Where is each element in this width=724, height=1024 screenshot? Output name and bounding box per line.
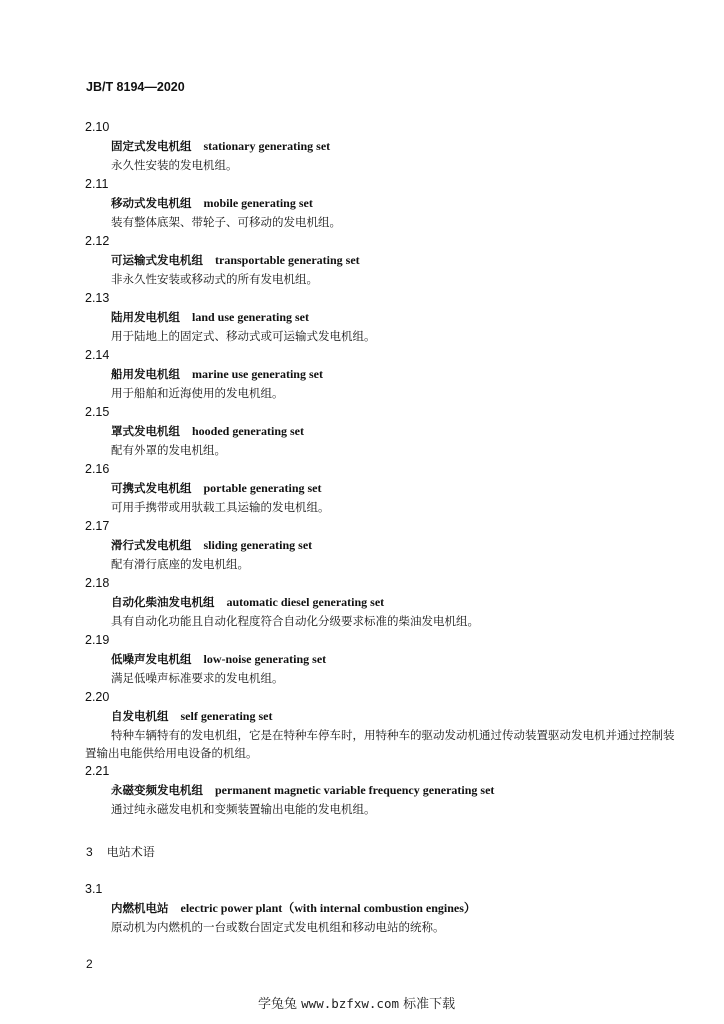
term-entry — [85, 232, 675, 289]
term-number: 2.18 — [85, 576, 110, 590]
term-english: portable generating set — [203, 481, 322, 495]
term-heading — [85, 422, 675, 441]
term-english: transportable generating set — [215, 253, 360, 267]
term-entry — [85, 460, 675, 517]
document-header: JB/T 8194—2020 — [86, 80, 185, 94]
term-english: permanent magnetic variable frequency generating set — [215, 783, 495, 797]
page-number: 2 — [86, 957, 93, 971]
term-definition: 配有滑行底座的发电机组。 — [111, 557, 249, 571]
term-english: land use generating set — [192, 310, 309, 324]
term-entry — [85, 688, 675, 762]
term-english: low-noise generating set — [203, 652, 327, 666]
term-heading — [85, 479, 675, 498]
term-heading — [85, 707, 675, 726]
term-definition: 永久性安装的发电机组。 — [111, 158, 238, 172]
term-number: 2.12 — [85, 234, 110, 248]
term-chinese: 滑行式发电机组 — [111, 538, 192, 552]
term-entry — [85, 118, 675, 175]
term-heading — [85, 308, 675, 327]
term-chinese: 移动式发电机组 — [111, 196, 192, 210]
term-definition: 通过纯永磁发电机和变频装置输出电能的发电机组。 — [111, 802, 376, 816]
term-chinese: 可携式发电机组 — [111, 481, 192, 495]
watermark-suffix: 标准下载 — [403, 997, 456, 1012]
term-heading — [85, 593, 675, 612]
term-entries — [85, 118, 675, 819]
watermark-prefix: 学兔兔 — [258, 997, 298, 1012]
term-english: automatic diesel generating set — [226, 595, 385, 609]
term-chinese: 自发电机组 — [111, 709, 169, 723]
term-number: 2.20 — [85, 690, 110, 704]
term-heading — [85, 137, 675, 156]
term-entry — [85, 631, 675, 688]
term-english: stationary generating set — [203, 139, 331, 153]
term-chinese: 永磁变频发电机组 — [111, 783, 203, 797]
term-chinese: 陆用发电机组 — [111, 310, 180, 324]
term-number: 2.13 — [85, 291, 110, 305]
term-chinese: 船用发电机组 — [111, 367, 180, 381]
term-heading — [85, 650, 675, 669]
term-definition: 可用手携带或用驮载工具运输的发电机组。 — [111, 500, 330, 514]
term-number: 2.16 — [85, 462, 110, 476]
term-number: 2.14 — [85, 348, 110, 362]
term-definition: 用于陆地上的固定式、移动式或可运输式发电机组。 — [111, 329, 376, 343]
term-definition: 装有整体底架、带轮子、可移动的发电机组。 — [111, 215, 341, 229]
term-definition: 具有自动化功能且自动化程度符合自动化分级要求标准的柴油发电机组。 — [111, 614, 479, 628]
term-number: 2.17 — [85, 519, 110, 533]
term-heading — [85, 365, 675, 384]
term-definition: 配有外罩的发电机组。 — [111, 443, 226, 457]
term-entry — [85, 289, 675, 346]
term-chinese: 自动化柴油发电机组 — [111, 595, 215, 609]
section-number: 3 — [86, 845, 93, 859]
term-entry — [85, 574, 675, 631]
term-english: electric power plant（with internal combustion engines） — [180, 901, 476, 915]
term-entry — [85, 762, 675, 819]
watermark — [258, 993, 455, 1012]
term-number: 2.19 — [85, 633, 110, 647]
term-chinese: 内燃机电站 — [111, 901, 169, 915]
term-definition: 用于船舶和近海使用的发电机组。 — [111, 386, 284, 400]
term-chinese: 固定式发电机组 — [111, 139, 192, 153]
term-english: hooded generating set — [192, 424, 304, 438]
term-entry — [85, 517, 675, 574]
term-entry — [85, 403, 675, 460]
term-number: 3.1 — [85, 882, 103, 896]
term-entry-3-1 — [85, 880, 675, 937]
term-number: 2.21 — [85, 764, 110, 778]
term-heading — [85, 251, 675, 270]
term-english: mobile generating set — [203, 196, 313, 210]
section-title: 电站术语 — [106, 845, 155, 859]
term-english: sliding generating set — [203, 538, 313, 552]
term-chinese: 罩式发电机组 — [111, 424, 180, 438]
term-definition: 原动机为内燃机的一台或数台固定式发电机组和移动电站的统称。 — [111, 920, 445, 934]
term-chinese: 低噪声发电机组 — [111, 652, 192, 666]
term-definition: 特种车辆特有的发电机组，它是在特种车停车时，用特种车的驱动发动机通过传动装置驱动发电机并通过控制装置输出电能供给用电设备的机组。 — [85, 728, 675, 760]
term-entry — [85, 346, 675, 403]
term-definition: 满足低噪声标准要求的发电机组。 — [111, 671, 284, 685]
term-number: 2.11 — [85, 177, 109, 191]
term-heading — [85, 536, 675, 555]
watermark-url: www.bzfxw.com — [301, 996, 399, 1011]
term-heading — [85, 194, 675, 213]
term-english: marine use generating set — [192, 367, 323, 381]
term-definition: 非永久性安装或移动式的所有发电机组。 — [111, 272, 318, 286]
term-heading — [85, 781, 675, 800]
term-heading — [85, 899, 675, 918]
term-entry — [85, 175, 675, 232]
term-chinese: 可运输式发电机组 — [111, 253, 203, 267]
term-number: 2.10 — [85, 120, 110, 134]
term-number: 2.15 — [85, 405, 110, 419]
section-heading — [86, 843, 155, 860]
term-english: self generating set — [180, 709, 273, 723]
